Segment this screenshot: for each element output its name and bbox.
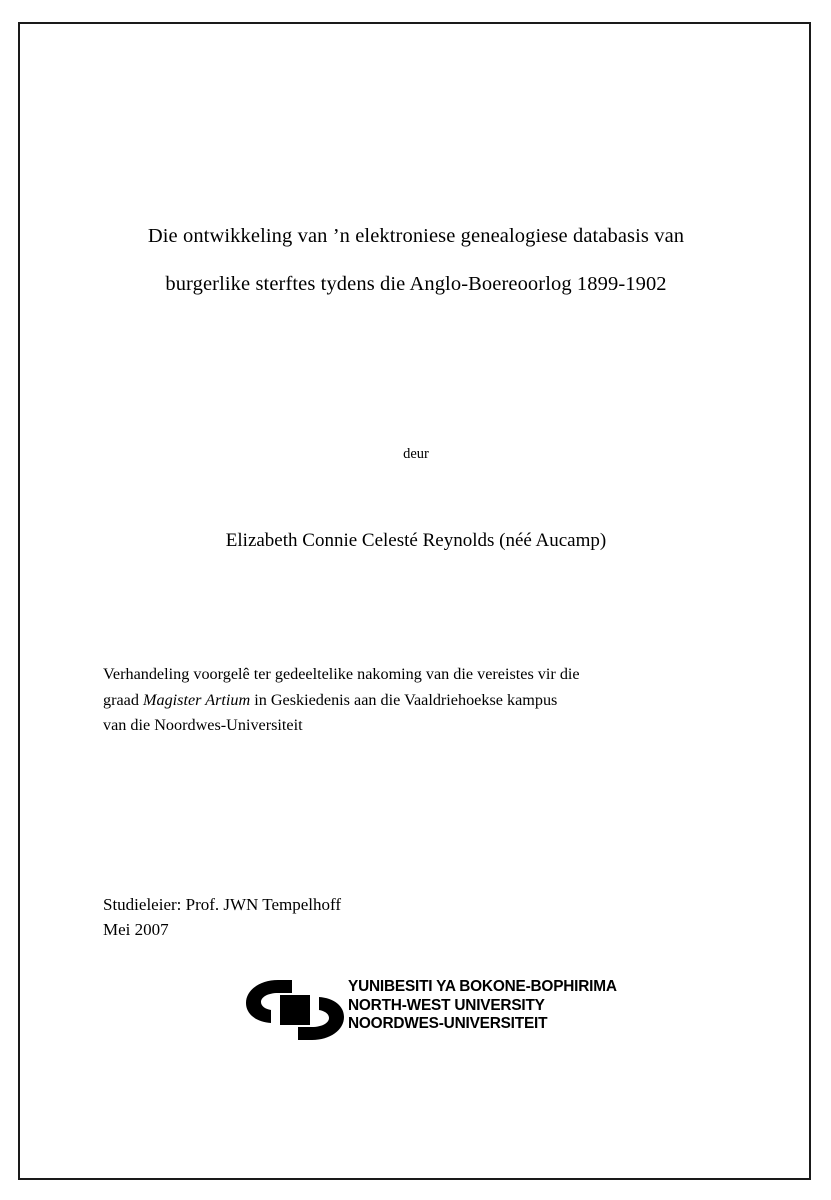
degree-statement-line-3: van die Noordwes-Universiteit (103, 716, 303, 734)
north-west-university-logo-mark-icon (240, 974, 350, 1046)
page-title (100, 212, 732, 308)
university-name-english: NORTH-WEST UNIVERSITY (348, 996, 545, 1014)
author-name: Elizabeth Connie Celesté Reynolds (néé Aucamp) (225, 530, 607, 551)
submission-date: Mei 2007 (103, 920, 169, 939)
university-name-afrikaans: NOORDWES-UNIVERSITEIT (348, 1015, 548, 1033)
page-title-line-1: Die ontwikkeling van ’n elektroniese genealogiese databasis van (147, 225, 685, 247)
university-name-setswana: YUNIBESITI YA BOKONE-BOPHIRIMA (348, 978, 617, 995)
degree-name-italic: Magister Artium (143, 690, 251, 709)
supervisor-block (103, 892, 603, 942)
degree-statement (103, 662, 729, 739)
degree-statement-line-2-post: in Geskiedenis aan die Vaaldriehoekse kampus (250, 690, 558, 709)
byline-label: deur (403, 446, 429, 462)
supervisor-name: Studieleier: Prof. JWN Tempelhoff (103, 895, 342, 914)
university-logo-text (348, 978, 617, 1034)
page-title-line-2: burgerlike sterftes tydens die Anglo-Boereoorlog 1899-1902 (165, 273, 667, 295)
degree-statement-line-2-pre: graad (103, 690, 143, 709)
degree-statement-line-2 (103, 688, 729, 714)
degree-statement-line-1: Verhandeling voorgelê ter gedeeltelike nakoming van die vereistes vir die (103, 665, 580, 683)
university-logo (240, 972, 640, 1052)
title-page-content (100, 22, 732, 1180)
